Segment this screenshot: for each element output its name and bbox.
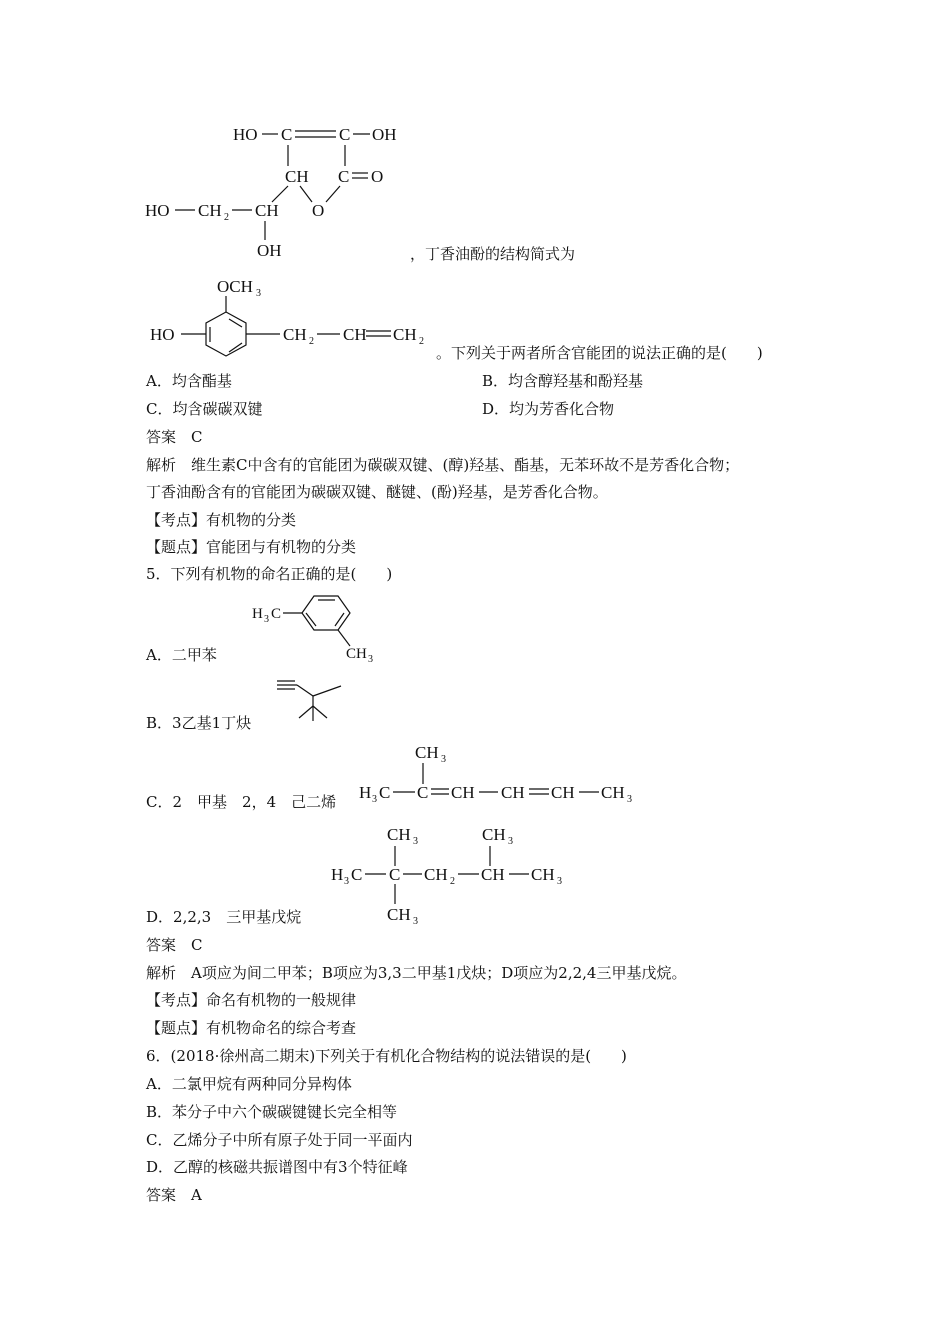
q4-option-c: C．均含碳碳双键 [146, 400, 263, 418]
atom-label: HO [233, 125, 258, 144]
q6-stem: 6．(2018·徐州高二期末)下列关于有机化合物结构的说法错误的是( ) [146, 1047, 627, 1065]
atom-label: CH [387, 825, 411, 844]
atom-label: OH [257, 241, 282, 260]
atom-label: CH [481, 865, 505, 884]
q5-kaodian: 【考点】命名有机物的一般规律 [146, 991, 357, 1009]
q5-stem: 5．下列有机物的命名正确的是( ) [146, 565, 393, 583]
q6-option-d: D．乙醇的核磁共振谱图中有3个特征峰 [146, 1158, 408, 1176]
q4-question-tail: 。下列关于两者所含官能团的说法正确的是( ) [436, 344, 763, 362]
subscript: 3 [256, 288, 261, 299]
atom-label: C [379, 783, 391, 802]
q4-kaodian: 【考点】有机物的分类 [146, 511, 297, 529]
atom-label: CH [198, 201, 222, 220]
atom-label: O [312, 201, 325, 220]
atom-label: CH [285, 167, 309, 186]
atom-label: CH [424, 865, 448, 884]
atom-label: H [252, 606, 263, 622]
subscript: 3 [413, 836, 418, 847]
q5-option-d-structure [325, 820, 585, 928]
q5-option-c-structure [355, 738, 645, 808]
atom-label: CH [451, 783, 475, 802]
q4-tidian: 【题点】官能团与有机物的分类 [146, 538, 357, 556]
atom-label: H [359, 783, 372, 802]
atom-label: CH [255, 201, 279, 220]
q5-option-a: A．二甲苯 [146, 646, 217, 664]
atom-label: CH [601, 783, 625, 802]
atom-label: CH [531, 865, 555, 884]
subscript: 2 [224, 212, 229, 223]
atom-label: CH [283, 325, 307, 344]
q5-option-a-structure [240, 592, 390, 662]
q5-option-b-structure [275, 676, 345, 724]
subscript: 3 [413, 916, 418, 927]
subscript: 3 [344, 876, 349, 887]
q5-answer: 答案 C [146, 936, 203, 954]
subscript: 2 [419, 336, 424, 347]
subscript: 3 [372, 794, 377, 805]
q4-text-after-vitc: ，丁香油酚的结构简式为 [410, 245, 576, 263]
atom-label: CH [387, 905, 411, 924]
q4-option-d: D．均为芳香化合物 [482, 400, 615, 418]
q4-option-a: A．均含酯基 [146, 372, 232, 390]
atom-label: CH [501, 783, 525, 802]
atom-label: CH [393, 325, 417, 344]
q4-analysis-line2: 丁香油酚含有的官能团为碳碳双键、醚键、(酚)羟基，是芳香化合物。 [146, 483, 608, 501]
atom-label: C [389, 865, 401, 884]
q4-answer: 答案 C [146, 428, 203, 446]
vitamin-c-structure [140, 118, 420, 268]
q6-answer: 答案 A [146, 1186, 202, 1204]
atom-label: CH [551, 783, 575, 802]
q5-option-d: D．2,2,3 三甲基戊烷 [146, 908, 302, 926]
atom-label: HO [145, 201, 170, 220]
subscript: 3 [508, 836, 513, 847]
q6-option-c: C．乙烯分子中所有原子处于同一平面内 [146, 1131, 413, 1149]
atom-label: H [331, 865, 344, 884]
atom-label: C [417, 783, 429, 802]
subscript: 3 [441, 754, 446, 765]
subscript: 3 [368, 654, 373, 662]
subscript: 3 [557, 876, 562, 887]
atom-label: C [351, 865, 363, 884]
atom-label: HO [150, 325, 175, 344]
subscript: 2 [309, 336, 314, 347]
q4-analysis-line1: 解析 维生素C中含有的官能团为碳碳双键、(醇)羟基、酯基，无苯环故不是芳香化合物； [146, 456, 740, 474]
q5-option-c: C．2 甲基 2，4 己二烯 [146, 793, 337, 811]
q5-option-b: B．3乙基1丁炔 [146, 714, 252, 732]
atom-label: C [281, 125, 293, 144]
q5-tidian: 【题点】有机物命名的综合考查 [146, 1019, 357, 1037]
eugenol-structure [140, 272, 445, 364]
subscript: 2 [450, 876, 455, 887]
atom-label: CH [346, 646, 367, 662]
atom-label: CH [343, 325, 367, 344]
atom-label: CH [482, 825, 506, 844]
atom-label: O [371, 167, 384, 186]
subscript: 3 [627, 794, 632, 805]
q6-option-a: A．二氯甲烷有两种同分异构体 [146, 1075, 352, 1093]
atom-label: C [271, 606, 282, 622]
atom-label: OH [372, 125, 397, 144]
atom-label: C [339, 125, 351, 144]
q5-analysis: 解析 A项应为间二甲苯；B项应为3,3二甲基1戊炔；D项应为2,2,4三甲基戊烷。 [146, 964, 687, 982]
atom-label: C [338, 167, 350, 186]
q6-option-b: B．苯分子中六个碳碳键键长完全相等 [146, 1103, 398, 1121]
subscript: 3 [264, 614, 269, 625]
q4-option-b: B．均含醇羟基和酚羟基 [482, 372, 644, 390]
atom-label: CH [415, 743, 439, 762]
atom-label: OCH [217, 277, 253, 296]
